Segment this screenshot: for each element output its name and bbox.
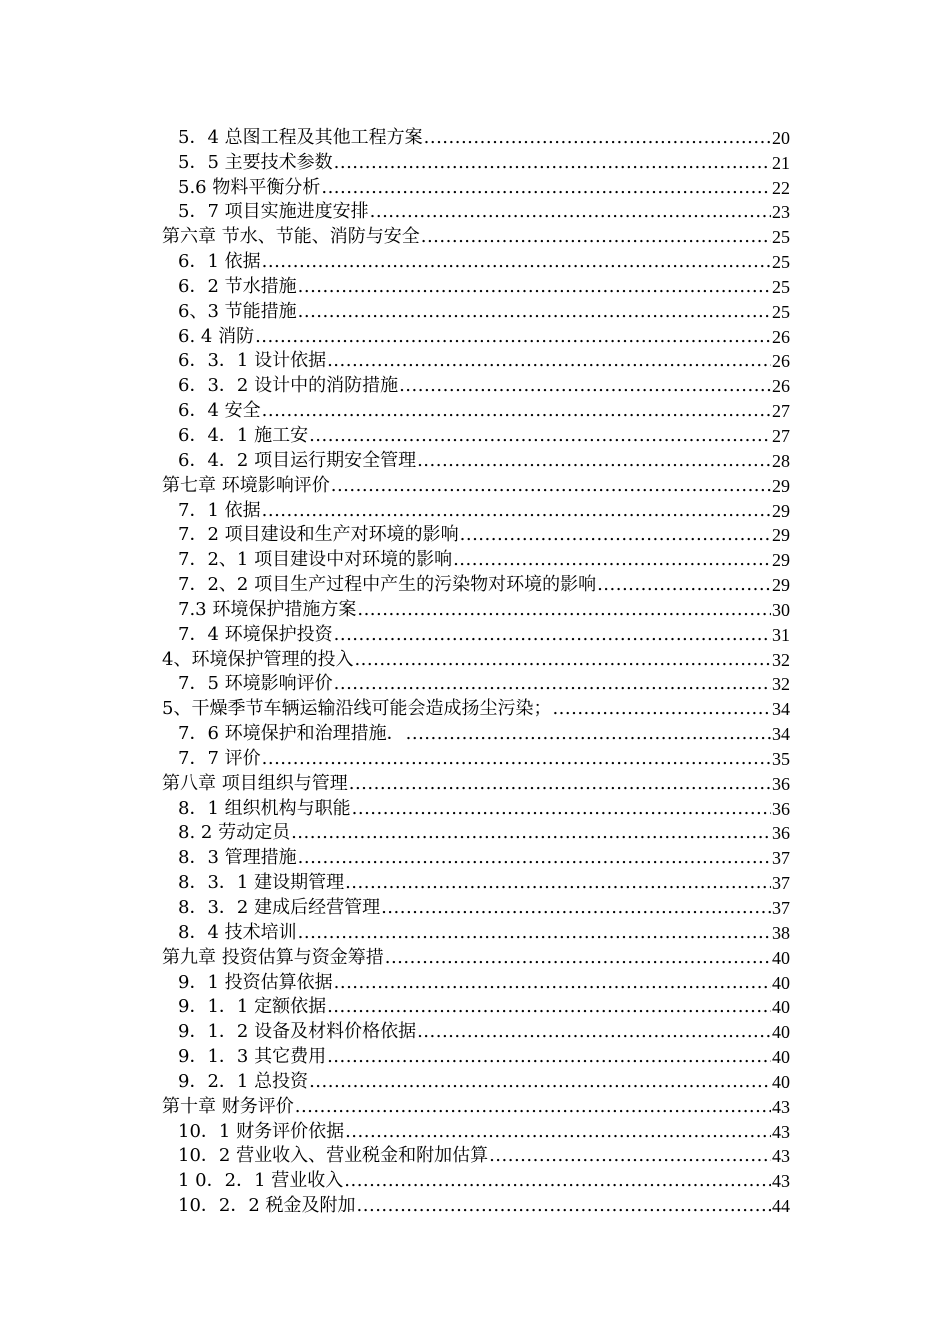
toc-entry-title: 6．4．1 施工安 xyxy=(178,424,309,446)
toc-entry-page-number: 34 xyxy=(772,724,790,745)
toc-dot-leader xyxy=(345,872,771,894)
toc-entry-title: 8．3．1 建设期管理 xyxy=(178,872,345,894)
toc-entry-page-number: 35 xyxy=(772,748,790,769)
toc-entry[interactable] xyxy=(162,372,790,397)
toc-entry[interactable] xyxy=(162,646,790,671)
toc-dot-leader xyxy=(460,524,771,546)
toc-entry[interactable] xyxy=(162,745,790,770)
toc-entry-title: 第七章 环境影响评价 xyxy=(162,474,330,496)
toc-entry-page-number: 34 xyxy=(772,699,790,720)
toc-entry[interactable] xyxy=(162,1118,790,1143)
toc-dot-leader xyxy=(421,226,771,248)
toc-entry-title: 9．2．1 总投资 xyxy=(178,1070,309,1092)
toc-entry-page-number: 26 xyxy=(772,326,790,347)
toc-entry[interactable] xyxy=(162,969,790,994)
toc-entry[interactable] xyxy=(162,770,790,795)
toc-entry-title: 10．1 财务评价依据 xyxy=(178,1120,345,1142)
toc-entry[interactable] xyxy=(162,571,790,596)
toc-entry-title: 4、环境保护管理的投入 xyxy=(162,648,354,670)
toc-entry-page-number: 43 xyxy=(772,1146,790,1167)
toc-dot-leader xyxy=(385,947,771,969)
toc-entry-page-number: 29 xyxy=(772,475,790,496)
toc-dot-leader xyxy=(262,500,771,522)
toc-entry-title: 6．2 节水措施 xyxy=(178,275,297,297)
toc-entry[interactable] xyxy=(162,273,790,298)
toc-entry[interactable] xyxy=(162,472,790,497)
toc-dot-leader xyxy=(334,624,771,646)
toc-dot-leader xyxy=(489,1145,771,1167)
toc-entry-page-number: 29 xyxy=(772,550,790,571)
toc-entry[interactable] xyxy=(162,546,790,571)
toc-entry[interactable] xyxy=(162,844,790,869)
toc-dot-leader xyxy=(262,748,771,770)
toc-entry-title: 8. 2 劳动定员 xyxy=(178,822,291,844)
toc-entry-title: 7．7 评价 xyxy=(178,747,261,769)
toc-entry-title: 6．3．1 设计依据 xyxy=(178,350,327,372)
toc-dot-leader xyxy=(327,350,771,372)
toc-entry-title: 6、3 节能措施 xyxy=(178,300,297,322)
toc-dot-leader xyxy=(262,400,771,422)
toc-dot-leader xyxy=(291,822,771,844)
toc-entry-page-number: 27 xyxy=(772,401,790,422)
toc-entry-page-number: 40 xyxy=(772,1022,790,1043)
toc-entry-title: 9．1．1 定额依据 xyxy=(178,996,327,1018)
toc-entry[interactable] xyxy=(162,621,790,646)
toc-entry[interactable] xyxy=(162,720,790,745)
toc-entry[interactable] xyxy=(162,397,790,422)
toc-dot-leader xyxy=(453,549,771,571)
toc-entry[interactable] xyxy=(162,149,790,174)
toc-entry-page-number: 40 xyxy=(772,1071,790,1092)
toc-entry-page-number: 40 xyxy=(772,1047,790,1068)
toc-entry[interactable] xyxy=(162,497,790,522)
toc-entry[interactable] xyxy=(162,1043,790,1068)
toc-dot-leader xyxy=(417,1021,771,1043)
toc-entry[interactable] xyxy=(162,124,790,149)
toc-dot-leader xyxy=(298,922,771,944)
toc-dot-leader xyxy=(357,599,771,621)
toc-dot-leader xyxy=(370,201,771,223)
toc-entry[interactable] xyxy=(162,447,790,472)
toc-entry-page-number: 25 xyxy=(772,276,790,297)
toc-entry-title: 6．4．2 项目运行期安全管理 xyxy=(178,449,417,471)
toc-entry-title: 9．1 投资估算依据 xyxy=(178,971,333,993)
toc-dot-leader xyxy=(354,649,771,671)
toc-entry-page-number: 21 xyxy=(772,152,790,173)
toc-entry-page-number: 29 xyxy=(772,575,790,596)
toc-entry-page-number: 31 xyxy=(772,624,790,645)
toc-entry-page-number: 29 xyxy=(772,500,790,521)
toc-entry-page-number: 36 xyxy=(772,798,790,819)
toc-dot-leader xyxy=(298,847,771,869)
toc-entry[interactable] xyxy=(162,298,790,323)
toc-entry[interactable] xyxy=(162,944,790,969)
toc-entry-page-number: 32 xyxy=(772,674,790,695)
toc-entry-title: 7．5 环境影响评价 xyxy=(178,673,333,695)
toc-entry-page-number: 30 xyxy=(772,599,790,620)
toc-entry-title: 6. 4 消防 xyxy=(178,325,255,347)
toc-entry-page-number: 40 xyxy=(772,947,790,968)
toc-entry-title: 7．4 环境保护投资 xyxy=(178,623,333,645)
toc-dot-leader xyxy=(298,276,771,298)
toc-dot-leader xyxy=(262,251,771,273)
toc-entry-title: 5.6 物料平衡分析 xyxy=(178,176,321,198)
toc-entry-title: 8．3．2 建成后经营管理 xyxy=(178,897,381,918)
toc-dot-leader xyxy=(327,1046,771,1068)
toc-entry[interactable] xyxy=(162,820,790,845)
toc-entry[interactable] xyxy=(162,919,790,944)
toc-entry-title: 8．3 管理措施 xyxy=(178,847,297,869)
toc-entry-title: 7．6 环境保护和治理措施． xyxy=(178,723,405,745)
toc-dot-leader xyxy=(345,1121,771,1143)
toc-entry[interactable] xyxy=(162,795,790,820)
toc-dot-leader xyxy=(552,698,771,720)
toc-entry-title: 10．2 营业收入、营业税金和附加估算 xyxy=(178,1145,489,1167)
toc-entry[interactable] xyxy=(162,671,790,696)
toc-entry-title: 第八章 项目组织与管理 xyxy=(162,772,348,794)
toc-entry-page-number: 26 xyxy=(772,351,790,372)
toc-entry[interactable] xyxy=(162,422,790,447)
toc-entry-page-number: 20 xyxy=(772,127,790,148)
toc-entry[interactable] xyxy=(162,174,790,199)
toc-dot-leader xyxy=(334,972,771,994)
toc-entry-title: 7．2 项目建设和生产对环境的影响 xyxy=(178,524,459,546)
toc-entry-title: 7．2、2 项目生产过程中产生的污染物对环境的影响 xyxy=(178,574,597,596)
toc-entry[interactable] xyxy=(162,522,790,547)
toc-entry-page-number: 40 xyxy=(772,997,790,1018)
toc-entry-title: 5．4 总图工程及其他工程方案 xyxy=(178,126,423,148)
toc-dot-leader xyxy=(357,1195,771,1217)
toc-dot-leader xyxy=(331,475,771,497)
toc-dot-leader xyxy=(349,773,771,795)
toc-entry-page-number: 44 xyxy=(772,1196,790,1217)
toc-entry-title: 6．1 依据 xyxy=(178,251,261,273)
toc-entry[interactable] xyxy=(162,1167,790,1192)
toc-entry-title: 10．2．2 税金及附加 xyxy=(178,1195,356,1217)
toc-entry-title: 第十章 财务评价 xyxy=(162,1095,294,1117)
toc-entry-page-number: 29 xyxy=(772,525,790,546)
toc-entry-page-number: 25 xyxy=(772,227,790,248)
toc-entry[interactable] xyxy=(162,869,790,894)
toc-entry[interactable] xyxy=(162,223,790,248)
toc-entry-page-number: 23 xyxy=(772,202,790,223)
toc-entry-page-number: 43 xyxy=(772,1171,790,1192)
toc-dot-leader xyxy=(406,723,771,745)
toc-entry[interactable] xyxy=(162,894,790,919)
toc-entry-page-number: 37 xyxy=(772,873,790,894)
toc-entry-page-number: 22 xyxy=(772,177,790,198)
toc-entry[interactable] xyxy=(162,1093,790,1118)
toc-entry-page-number: 37 xyxy=(772,898,790,918)
toc-entry-page-number: 43 xyxy=(772,1121,790,1142)
toc-dot-leader xyxy=(295,1096,771,1118)
toc-entry-page-number: 32 xyxy=(772,649,790,670)
toc-entry[interactable] xyxy=(162,1018,790,1043)
toc-entry-page-number: 28 xyxy=(772,450,790,471)
toc-entry[interactable] xyxy=(162,1192,790,1217)
toc-entry-title: 7．2、1 项目建设中对环境的影响 xyxy=(178,549,453,571)
toc-dot-leader xyxy=(597,574,771,596)
toc-entry-title: 9．1．3 其它费用 xyxy=(178,1046,327,1068)
toc-entry-title: 1 0．2．1 营业收入 xyxy=(178,1170,344,1192)
toc-entry-title: 7．1 依据 xyxy=(178,499,261,521)
toc-entry-page-number: 43 xyxy=(772,1096,790,1117)
toc-entry[interactable] xyxy=(162,1068,790,1093)
toc-entry-title: 7.3 环境保护措施方案 xyxy=(178,598,357,620)
toc-entry-page-number: 40 xyxy=(772,972,790,993)
toc-entry-page-number: 36 xyxy=(772,773,790,794)
toc-entry-title: 5．5 主要技术参数 xyxy=(178,151,333,173)
toc-entry-title: 第九章 投资估算与资金筹措 xyxy=(162,946,384,968)
toc-entry[interactable] xyxy=(162,248,790,273)
toc-entry-page-number: 25 xyxy=(772,252,790,273)
toc-entry[interactable] xyxy=(162,994,790,1019)
toc-dot-leader xyxy=(417,450,771,472)
toc-dot-leader xyxy=(321,177,771,199)
toc-dot-leader xyxy=(309,425,771,447)
toc-entry[interactable] xyxy=(162,348,790,373)
table-of-contents xyxy=(162,124,790,1217)
toc-entry-title: 6．3．2 设计中的消防措施 xyxy=(178,375,399,397)
toc-entry-title: 8．4 技术培训 xyxy=(178,921,297,943)
toc-dot-leader xyxy=(327,996,771,1018)
toc-entry-page-number: 36 xyxy=(772,823,790,844)
toc-dot-leader xyxy=(334,673,771,695)
toc-dot-leader xyxy=(381,897,771,919)
toc-entry-page-number: 27 xyxy=(772,425,790,446)
toc-dot-leader xyxy=(399,375,771,397)
toc-entry-title: 第六章 节水、节能、消防与安全 xyxy=(162,226,420,248)
toc-entry[interactable] xyxy=(162,199,790,224)
toc-dot-leader xyxy=(309,1071,771,1093)
toc-dot-leader xyxy=(424,127,771,149)
toc-entry-title: 5、干燥季节车辆运输沿线可能会造成扬尘污染； xyxy=(162,698,552,720)
toc-entry[interactable] xyxy=(162,323,790,348)
toc-entry-page-number: 38 xyxy=(772,922,790,943)
toc-dot-leader xyxy=(298,301,771,323)
toc-entry-title: 5．7 项目实施进度安排 xyxy=(178,201,369,223)
toc-entry[interactable] xyxy=(162,1143,790,1168)
toc-entry-title: 6．4 安全 xyxy=(178,400,261,422)
toc-entry-page-number: 25 xyxy=(772,301,790,322)
toc-entry-title: 9．1．2 设备及材料价格依据 xyxy=(178,1021,417,1043)
toc-dot-leader xyxy=(352,798,771,820)
toc-entry-page-number: 37 xyxy=(772,848,790,869)
toc-dot-leader xyxy=(334,152,771,174)
toc-dot-leader xyxy=(255,326,771,348)
toc-entry[interactable] xyxy=(162,596,790,621)
toc-entry[interactable] xyxy=(162,695,790,720)
toc-dot-leader xyxy=(344,1170,771,1192)
toc-entry-page-number: 26 xyxy=(772,376,790,397)
toc-entry-title: 8．1 组织机构与职能 xyxy=(178,797,351,819)
